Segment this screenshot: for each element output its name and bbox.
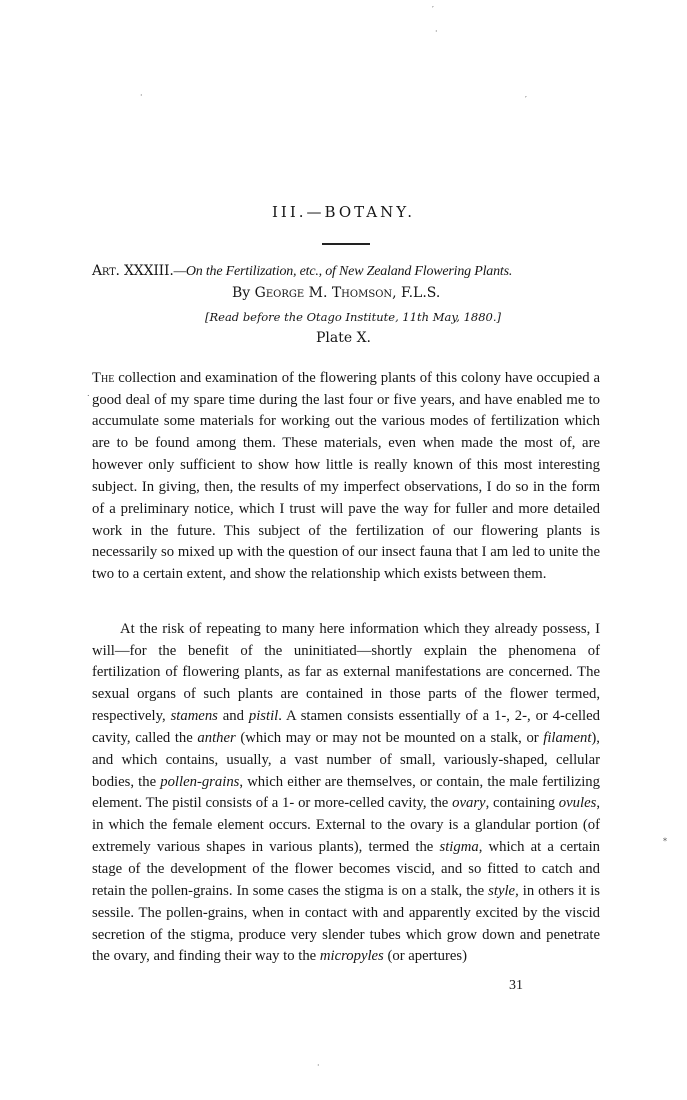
paragraph-2-text: (or apertures) — [383, 948, 467, 965]
scan-speck: . — [87, 389, 90, 398]
section-heading: III.—BOTANY. — [271, 203, 416, 221]
author-suffix: , F.L.S. — [392, 285, 441, 301]
term-stamens: stamens — [170, 708, 218, 725]
article-title: —On the Fertilization, etc., of New Zealand Flowering Plants. — [173, 264, 513, 279]
term-anther: anther — [197, 729, 236, 746]
read-note: [Read before the Otago Institute, 11th May, 1880.] — [205, 310, 502, 324]
paragraph-1-text: collection and examination of the flowering plants of this colony have occupied a good deal of my spare time during the last four or five years, and have enabled me to accumulate some materials for working out the various modes of fertilization which are to be found among them. These materials, even when made the most of, are however only sufficient to show how little is really known of this most interesting subject. In giving, then, the results of my imperfect observations, I do so in the form of a preliminary notice, which I trust will pave the way for fuller and more detailed work in the future. This subject of the fertilization of our flowering plants is necessarily so mixed up with the question of our insect fauna that I am led to unite the two to a certain extent, and show the relationship which exists between them. — [92, 369, 600, 583]
paragraph-2-text: , which either are themselves, or contain, the male fertilizing element. The pistil consists of a 1- or more-celled cavity, the — [92, 773, 600, 812]
scan-speck: * — [663, 837, 667, 846]
author-name: George M. Thomson — [254, 285, 393, 301]
paragraph-2-text: , containing — [485, 795, 559, 812]
paragraph-1 — [92, 368, 600, 586]
paragraph-2-text: At the risk of repeating to many here information which they already possess, I will—for the benefit of the uninitiated—shortly explain the phenomena of fertilization of flowering plants, as far as external manifestations are concerned. The sexual organs of such plants are contained in those parts of the flower termed, respectively, — [92, 620, 600, 725]
paragraph-2-text: . A stamen consists essentially of a 1-, 2-, or 4-celled cavity, called the — [92, 708, 600, 746]
term-filament: filament — [543, 729, 592, 746]
term-style: style — [488, 882, 516, 899]
paragraph-2-text: , which at a certain stage of the development of the flower becomes viscid, and so fitted to catch and retain the pollen-grains. In some cases the stigma is on a stalk, the — [92, 839, 601, 899]
term-pistil: pistil — [248, 708, 279, 725]
term-stigma: stigma — [439, 839, 479, 856]
plate-label: Plate X. — [315, 330, 372, 346]
scan-speck: · — [317, 1061, 320, 1070]
paragraph-2-text: (which may or may not be mounted on a stalk, or — [235, 729, 544, 746]
paragraph-2-text: , in others it is sessile. The pollen-grains, when in contact with and apparently excited by the viscid secretion of the stigma, produce very slender tubes which grow down and penetrate the ovary, and finding their way to the — [92, 882, 600, 965]
term-micropyles: micropyles — [319, 948, 384, 965]
byline — [232, 285, 440, 301]
paragraph-2-text: , in which the female element occurs. External to the ovary is a glandular portion (of extremely various shapes in various plants), termed the — [92, 795, 600, 856]
paragraph-1-lead: The — [92, 369, 115, 386]
scan-speck: ′ — [525, 95, 527, 104]
paragraph-2-text: and — [217, 708, 249, 725]
heading-rule — [322, 243, 370, 245]
term-pollen-grains: pollen-grains — [160, 773, 240, 790]
term-ovules: ovules — [558, 795, 597, 812]
byline-prefix: By — [232, 285, 251, 301]
scan-speck: · — [140, 91, 143, 100]
page-number: 31 — [509, 978, 523, 993]
article-number: Art. XXXIII. — [92, 263, 174, 279]
article-title-line — [92, 263, 602, 280]
scan-speck: ′ — [432, 5, 434, 14]
scan-speck: · — [435, 27, 438, 36]
paragraph-2 — [92, 619, 600, 969]
paragraph-2-text: ), and which contains, usually, a vast number of small, variously-shaped, cellular bodies, the — [92, 729, 600, 790]
term-ovary: ovary — [452, 795, 486, 812]
